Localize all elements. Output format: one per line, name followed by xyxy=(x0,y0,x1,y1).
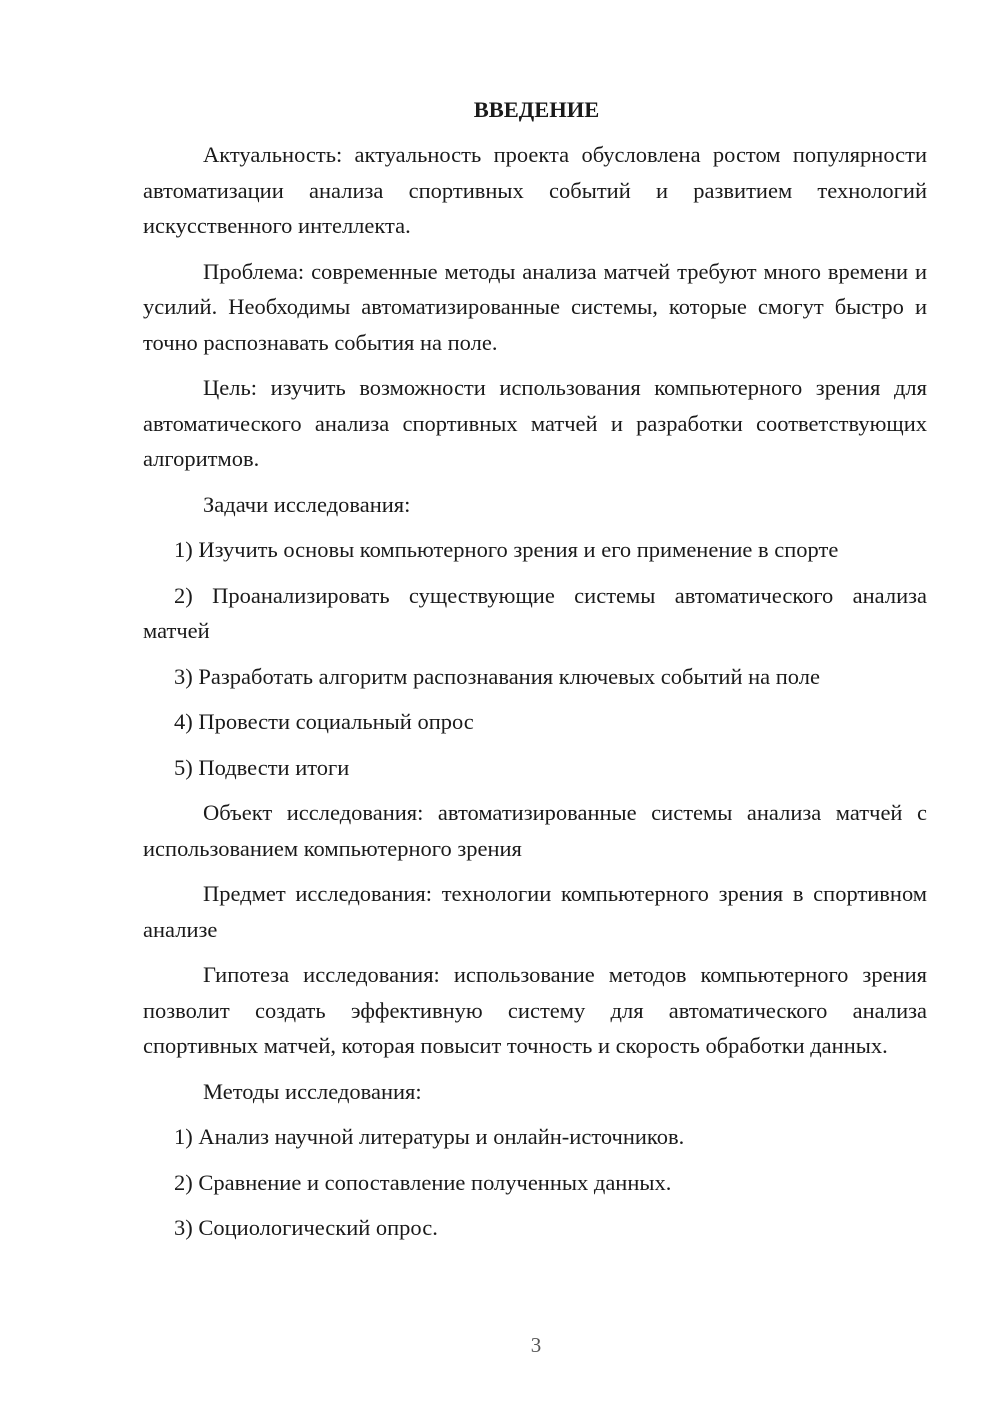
list-item-task-1: 1) Изучить основы компьютерного зрения и его применение в спорте xyxy=(174,537,839,562)
document-page xyxy=(143,92,927,1256)
list-item-task-2: 2) Проанализировать существующие системы автоматического анализа матчей xyxy=(143,582,927,643)
paragraph-tasks-heading: Задачи исследования: xyxy=(203,491,411,517)
page-number: 3 xyxy=(530,1333,542,1357)
paragraph-goal: Цель: изучить возможности использования компьютерного зрения для автоматического анализа спортивных матчей и разработки соответствующих алгоритмов. xyxy=(143,375,927,471)
paragraph-hypothesis: Гипотеза исследования: использование методов компьютерного зрения позволит создать эффективную систему для автоматического анализа спортивных матчей, которая повысит точность и скорость обработки данных. xyxy=(143,962,927,1058)
paragraph-object: Объект исследования: автоматизированные системы анализа матчей с использованием компьютерного зрения xyxy=(143,800,927,861)
list-item-task-4: 4) Провести социальный опрос xyxy=(174,709,474,734)
paragraph-relevance: Актуальность: актуальность проекта обусловлена ростом популярности автоматизации анализа спортивных событий и развитием технологий искусственного интеллекта. xyxy=(143,142,927,238)
list-item-method-2: 2) Сравнение и сопоставление полученных данных. xyxy=(174,1169,672,1195)
list-item-task-5: 5) Подвести итоги xyxy=(174,754,350,780)
paragraph-methods-heading: Методы исследования: xyxy=(203,1078,422,1104)
list-item-method-3: 3) Социологический опрос. xyxy=(174,1215,438,1240)
list-item-task-3: 3) Разработать алгоритм распознавания ключевых событий на поле xyxy=(174,663,820,689)
list-item-method-1: 1) Анализ научной литературы и онлайн-источников. xyxy=(174,1124,685,1149)
paragraph-problem: Проблема: современные методы анализа матчей требуют много времени и усилий. Необходимы автоматизированные системы, которые смогут быстро и точно распознавать события на поле. xyxy=(143,258,927,355)
paragraph-subject: Предмет исследования: технологии компьютерного зрения в спортивном анализе xyxy=(143,881,927,942)
section-title: ВВЕДЕНИЕ xyxy=(473,97,600,122)
